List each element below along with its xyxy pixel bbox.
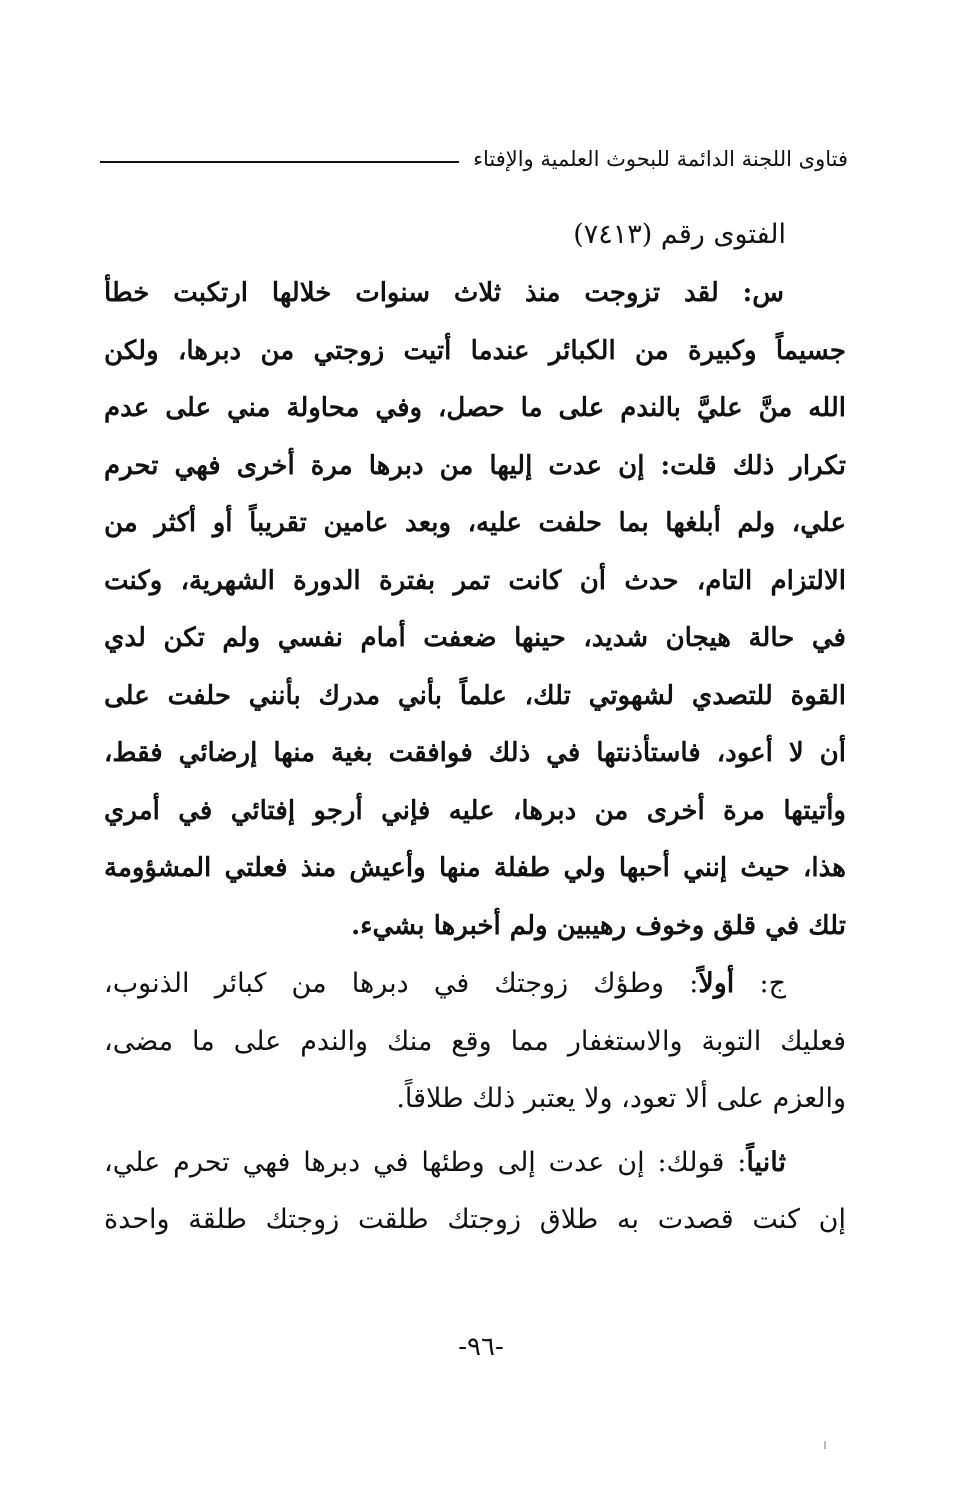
answer-first-label: أولاً [698,968,735,999]
question-block [104,265,846,955]
answer-second-line [104,1134,846,1192]
question-line: جسيماً وكبيرة من الكبائر عندما أتيت زوجتي من دبرها، ولكن [104,335,846,366]
answer-second-text: : قولك: إن عدت إلى وطئها في دبرها فهي تحرم علي، [104,1146,747,1178]
header-title: فتاوى اللجنة الدائمة للبحوث العلمية والإفتاء [473,147,848,171]
answer-line: إن كنت قصدت به طلاق زوجتك طلقت زوجتك طلقة واحدة [104,1204,846,1235]
fatwa-number: الفتوى رقم (٧٤١٣) [573,219,786,250]
question-line: تلك في قلق وخوف رهيبين ولم أخبرها بشيء. [351,910,846,941]
answer-prefix: ج: [734,968,787,999]
page-body [104,205,846,1249]
question-line: علي، ولم أبلغها بما حلفت عليه، وبعد عامين تقريباً أو أكثر من [104,508,846,538]
answer-first-text: : وطؤك زوجتك في دبرها من كبائر الذنوب، [104,968,699,999]
page-number: -٩٦- [458,1332,504,1362]
question-line: س: لقد تزوجت منذ ثلاث سنوات خلالها ارتكبت خطأ [104,278,784,308]
scan-speck [824,1441,826,1449]
header-rule [100,161,459,163]
question-line: الله منَّ عليَّ بالندم على ما حصل، وفي محاولة مني على عدم [104,393,846,423]
question-line: أن لا أعود، فاستأذنتها في ذلك فوافقت بغية منها إرضائي فقط، [104,738,846,768]
running-header [100,142,848,176]
question-line: الالتزام التام، حدث أن كانت تمر بفترة الدورة الشهرية، وكنت [104,565,846,596]
question-line: القوة للتصدي لشهوتي تلك، علماً بأني مدرك بأنني حلفت على [104,680,846,711]
question-line: وأتيتها مرة أخرى من دبرها، عليه فإني أرجو إفتائي في أمري [104,795,846,826]
answer-line: والعزم على ألا تعود، ولا يعتبر ذلك طلاقاً. [396,1083,846,1114]
question-line: هذا، حيث إنني أحبها ولي طفلة منها وأعيش منذ فعلتي المشؤومة [104,853,846,883]
answer-line: فعليك التوبة والاستغفار مما وقع منك والندم على ما مضى، [104,1025,846,1057]
question-line: في حالة هيجان شديد، حينها ضعفت أمام نفسي ولم تكن لدي [104,623,846,653]
answer-first-line [104,955,846,1013]
answer-second-label: ثانياً [746,1146,786,1178]
question-line: تكرار ذلك قلت: إن عدت إليها من دبرها مرة أخرى فهي تحرم [104,450,846,481]
answer-block [104,955,846,1249]
